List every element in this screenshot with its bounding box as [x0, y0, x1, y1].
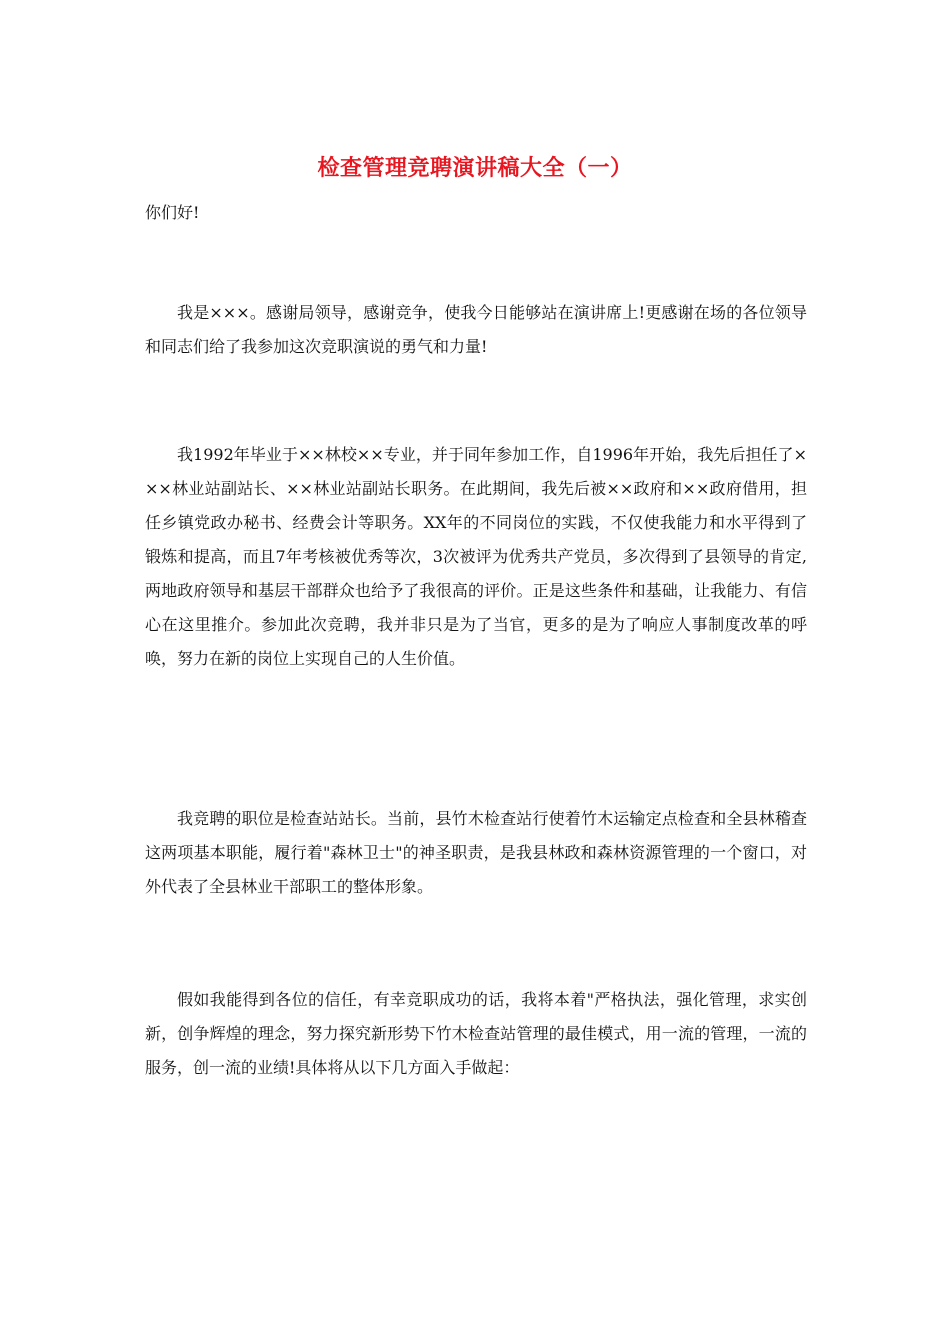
paragraph-background: 我1992年毕业于××林校××专业，并于同年参加工作，自1996年开始，我先后担任了×××林业站副站长、××林业站副站长职务。在此期间，我先后被××政府和××政府借用，担任乡镇党政办秘书、经费会计等职务。XX年的不同岗位的实践，不仅使我能力和水平得到了锻炼和提高，而且7年考核被优秀等次，3次被评为优秀共产党员，多次得到了县领导的肯定,两地政府领导和基层干部群众也给予了我很高的评价。正是这些条件和基础，让我能力、有信心在这里推介。参加此次竞聘，我并非只是为了当官，更多的是为了响应人事制度改革的呼唤，努力在新的岗位上实现自己的人生价值。	[145, 445, 807, 668]
paragraph-position: 我竞聘的职位是检查站站长。当前，县竹木检查站行使着竹木运输定点检查和全县林稽查这两项基本职能，履行着"森林卫士"的神圣职责，是我县林政和森林资源管理的一个窗口，对外代表了全县林业干部职工的整体形象。	[145, 809, 807, 896]
paragraph-plan: 假如我能得到各位的信任，有幸竞职成功的话，我将本着"严格执法，强化管理，求实创新，创争辉煌的理念，努力探究新形势下竹木检查站管理的最佳模式，用一流的管理，一流的服务，创一流的业绩!具体将从以下几方面入手做起：	[145, 990, 807, 1077]
document-title: 检查管理竞聘演讲稿大全（一）	[317, 155, 633, 181]
paragraph-introduction: 我是×××。感谢局领导，感谢竞争，使我今日能够站在演讲席上!更感谢在场的各位领导和同志们给了我参加这次竞职演说的勇气和力量!	[145, 303, 807, 356]
greeting-text: 你们好!	[145, 203, 200, 222]
